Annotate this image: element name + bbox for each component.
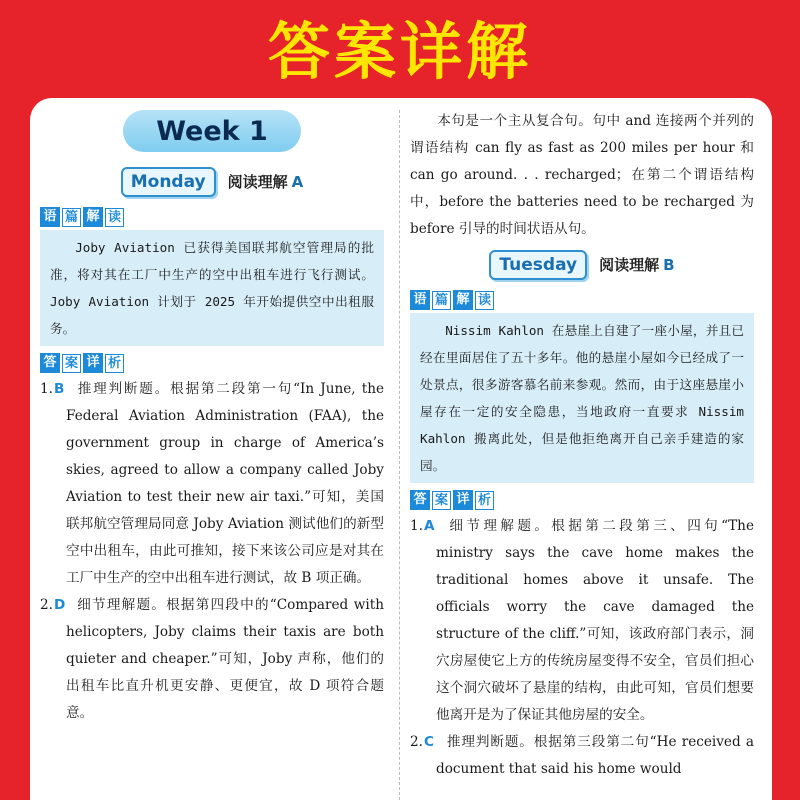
left-column [40, 98, 384, 727]
answer-list [40, 376, 384, 727]
answer-choice: D [54, 597, 66, 613]
answer-explanation: 推理判断题。根据第二段第一句“In June, the Federal Aviation Administration (FAA), the government group in charge of America’s skies, agreed to allow a company called Joby Aviation to test their new air taxi.”可知，美国联邦航空管理局同意 Joby Aviation 测试他们的新型空中出租车，由此可推知，接下来该公司应是对其在工厂中生产的空中出租车进行测试，故 B 项正确。 [66, 381, 384, 586]
section-heading-passage-analysis: 语 篇 解 读 [40, 206, 384, 228]
page-banner-title: 答案详解 [267, 14, 532, 88]
passage-summary: Nissim Kahlon 在悬崖上自建了一座小屋，并且已经在里面居住了五十多年。他的悬崖小屋如今已经成了一处景点，很多游客慕名前来参观。然而，由于这座悬崖小屋存在一定的安全隐患，当地政府一直要求 Nissim Kahlon 搬离此处，但是他拒绝离开自己亲手建造的家园。 [410, 313, 754, 483]
passage-letter: B [663, 255, 675, 274]
answer-item: 1.A 细节理解题。根据第二段第三、四句“The ministry says the cave home makes the traditional homes above it unsafe. The officials worry the cave damaged the structure of the cliff.”可知，该政府部门表示，洞穴房屋使它上方的传统房屋变得不安全，官员们担心这个洞穴破坏了悬崖的结构，由此可知，官员们想要他离开是为了保证其他房屋的安全。 [410, 513, 754, 729]
day-tag: Tuesday [489, 250, 587, 280]
answer-choice: C [424, 734, 434, 750]
answer-choice: A [424, 518, 435, 534]
day-header-tuesday [410, 245, 754, 285]
section-heading-answer-analysis: 答 案 详 析 [40, 352, 384, 374]
right-column [410, 98, 754, 783]
answer-explanation: 推理判断题。根据第三段第二句“He received a document that said his home would [436, 734, 754, 777]
day-tag: Monday [121, 167, 216, 197]
section-heading-passage-analysis: 语 篇 解 读 [410, 289, 754, 311]
sentence-analysis: 本句是一个主从复合句。句中 and 连接两个并列的谓语结构 can fly as fast as 200 miles per hour 和 can go around. . . recharged；在第二个谓语结构中，before the batteries need to be recharged 为 before 引导的时间状语从句。 [410, 113, 754, 237]
answer-item: 2.D 细节理解题。根据第四段中的“Compared with helicopters, Joby claims their taxis are both quieter and cheaper.”可知，Joby 声称，他们的出租车比直升机更安静、更便宜，故 D 项符合题意。 [40, 592, 384, 727]
week-label: Week 1 [123, 110, 301, 152]
day-header-monday [40, 162, 384, 202]
passage-summary: Joby Aviation 已获得美国联邦航空管理局的批准，将对其在工厂中生产的空中出租车进行飞行测试。Joby Aviation 计划于 2025 年开始提供空中出租服务。 [40, 230, 384, 346]
answer-list [410, 513, 754, 783]
answer-explanation: 细节理解题。根据第二段第三、四句“The ministry says the cave home makes the traditional homes above it unsafe. The officials worry the cave damaged the structure of the cliff.”可知，该政府部门表示，洞穴房屋使它上方的传统房屋变得不安全，官员们担心这个洞穴破坏了悬崖的结构，由此可知，官员们想要他离开是为了保证其他房屋的安全。 [436, 518, 754, 723]
answer-page [30, 98, 772, 800]
week-header [40, 100, 384, 162]
day-title: 阅读理解 B [599, 255, 675, 274]
answer-explanation: 细节理解题。根据第四段中的“Compared with helicopters, Joby claims their taxis are both quieter and cheaper.”可知，Joby 声称，他们的出租车比直升机更安静、更便宜，故 D 项符合题意。 [66, 597, 384, 721]
answer-item: 1.B 推理判断题。根据第二段第一句“In June, the Federal Aviation Administration (FAA), the government group in charge of America’s skies, agreed to allow a company called Joby Aviation to test their new air taxi.”可知，美国联邦航空管理局同意 Joby Aviation 测试他们的新型空中出租车，由此可推知，接下来该公司应是对其在工厂中生产的空中出租车进行测试，故 B 项正确。 [40, 376, 384, 592]
column-divider [399, 110, 400, 800]
section-heading-answer-analysis: 答 案 详 析 [410, 489, 754, 511]
answer-choice: B [54, 381, 65, 397]
day-title: 阅读理解 A [227, 172, 304, 191]
answer-item: 2.C 推理判断题。根据第三段第二句“He received a document that said his home would [410, 729, 754, 783]
passage-letter: A [291, 172, 304, 191]
